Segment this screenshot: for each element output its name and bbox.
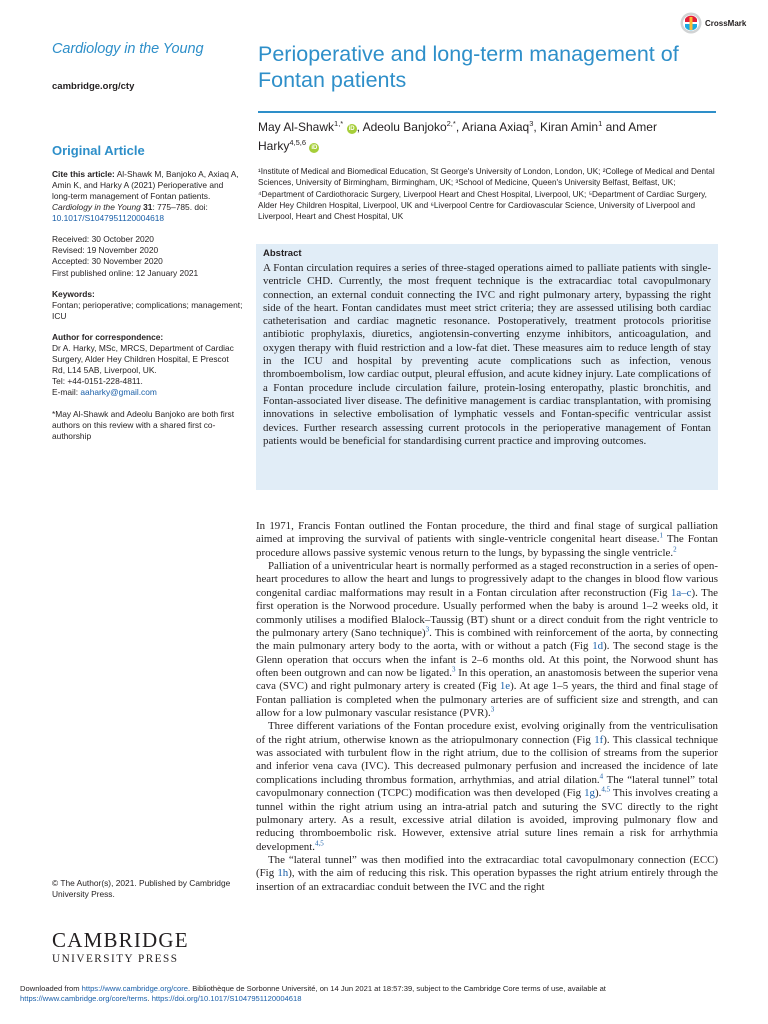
cambridge-logo bbox=[52, 930, 202, 967]
reference-link[interactable]: 3 bbox=[490, 705, 495, 714]
article-dates bbox=[52, 234, 244, 278]
figure-link[interactable]: 1f bbox=[594, 733, 604, 746]
figure-link[interactable]: 1e bbox=[499, 680, 511, 693]
correspondence-label: Author for correspondence: bbox=[52, 331, 164, 342]
correspondence-email bbox=[52, 387, 244, 398]
footer-line-1 bbox=[20, 984, 720, 994]
cite-text: Al-Shawk M, Banjoko A, Axiaq A, Amin K, and Harky A (2021) Perioperative and long-term management of Fontan patients. bbox=[52, 168, 239, 201]
keywords-label: Keywords: bbox=[52, 288, 95, 299]
correspondence-address: Dr A. Harky, MSc, MRCS, Department of Cardiac Surgery, Alder Hey Children Hospital, E Prescot Rd, L14 5AB, Liverpool, UK. bbox=[52, 343, 234, 376]
reference-link[interactable]: 1 bbox=[659, 531, 664, 540]
journal-name[interactable]: Cardiology in the Young bbox=[52, 41, 204, 57]
orcid-icon[interactable]: iD bbox=[311, 145, 318, 152]
footer-text: Downloaded from bbox=[20, 984, 82, 993]
author-name[interactable]: and Amer Harky bbox=[258, 120, 657, 154]
article-title: Perioperative and long-term management of Fontan patients bbox=[258, 42, 679, 92]
abstract-box bbox=[256, 244, 718, 490]
joint-authorship-note: *May Al-Shawk and Adeolu Banjoko are both first authors on this review with a shared first co-authorship bbox=[52, 408, 235, 441]
reference-link[interactable]: 4,5 bbox=[314, 839, 324, 847]
correspondence-block bbox=[52, 332, 244, 399]
author-name[interactable]: , Ariana Axiaq bbox=[455, 120, 530, 134]
body-text: . This is combined with reinforcement of the aorta, by connecting the main pulmonary artery body to the aorta, with or without a patch (Fig bbox=[256, 626, 719, 653]
footer-text: . bbox=[147, 994, 152, 1004]
correspondence-tel: Tel: +44-0151-228-4811. bbox=[52, 376, 143, 387]
author-affiliation-mark: 1 bbox=[598, 119, 603, 128]
footer-line-2 bbox=[20, 994, 720, 1004]
logo-line-2: UNIVERSITY PRESS bbox=[52, 953, 179, 965]
cite-label: Cite this article: bbox=[52, 168, 115, 179]
author-name[interactable]: May Al-Shawk bbox=[258, 120, 335, 134]
body-text: The “lateral tunnel” was then modified into the extracardiac total cavopulmonary connection (ECC) (Fig bbox=[256, 853, 718, 880]
author-affiliation-mark: 1,* bbox=[334, 119, 344, 128]
reference-link[interactable]: 4,5 bbox=[601, 785, 611, 794]
cite-pages: : 775–785. doi: bbox=[152, 202, 208, 213]
author-name[interactable]: , Kiran Amin bbox=[533, 120, 599, 134]
reference-link[interactable]: 3 bbox=[425, 625, 430, 634]
body-text: ). This classical technique was associated with turbulent flow in the right atrium, due to the collision of streams from the superior and inferior vena cava (IVC). This decreased pulmonary perfusion and increased the incidence of late complications including thrombus formation, arrhythmias, and atrial dilation. bbox=[256, 733, 718, 786]
article-type: Original Article bbox=[52, 142, 145, 158]
footer-text: . Bibliothèque de Sorbonne Université, on 14 Jun 2021 at 18:57:39, subject to the Cambridge Core terms of use, available at bbox=[188, 984, 606, 993]
author-affiliation-mark: 4,5,6 bbox=[289, 138, 307, 148]
body-text: ). The second stage is the Glenn operation that occurs when the infant is 2–6 months old. At this point, the Norwood shunt has often been outgrown and can now be ligated. bbox=[256, 640, 718, 679]
copyright-notice: © The Author(s), 2021. Published by Cambridge University Press. bbox=[52, 878, 231, 900]
figure-link[interactable]: 1g bbox=[584, 787, 595, 800]
author-affiliation-mark: 2,* bbox=[446, 119, 456, 128]
figure-link[interactable]: 1a–c bbox=[670, 586, 692, 599]
article-body bbox=[256, 520, 718, 894]
figure-link[interactable]: 1d bbox=[592, 640, 604, 653]
body-text: This involves creating a tunnel within the right atrium using an intra-atrial patch and suturing the SVC directly to the right pulmonary artery. As a result, excessive atrial dilation is avoided, improving pulmonary flow and reducing thromboembolic risk. However, extensive atrial suture lines remain a risk for arrhythmia development. bbox=[256, 787, 718, 853]
author-affiliation-mark: 3 bbox=[529, 119, 534, 128]
body-paragraph bbox=[256, 854, 718, 894]
body-text: The “lateral tunnel” total cavopulmonary connection (TCPC) modification was then developed (Fig bbox=[256, 773, 718, 800]
keywords-list: Fontan; perioperative; complications; management; ICU bbox=[52, 299, 243, 321]
body-paragraph bbox=[256, 720, 718, 854]
body-text: Three different variations of the Fontan procedure exist, evolving originally from the ventriculisation of the right atrium, otherwise known as the atriopulmonary connection (Fig bbox=[256, 720, 718, 746]
reference-link[interactable]: 4 bbox=[599, 772, 604, 781]
article-sidebar bbox=[52, 40, 244, 965]
reference-link[interactable]: 2 bbox=[673, 545, 677, 554]
body-text: ). At age 1–5 years, the third and final stage of Fontan palliation is completed when the pulmonary arteries are of sufficient size and strength, and can allow for a low pulmonary vascular resistance (PVR). bbox=[256, 680, 718, 720]
download-footer bbox=[20, 984, 720, 1005]
cite-doi-link[interactable]: 10.1017/S1047951120004618 bbox=[52, 213, 165, 224]
body-text: ), with the aim of reducing this risk. This operation bypasses the right atrium entirely through the insertion of an extracardiac conduit between the IVC and the right bbox=[256, 867, 718, 893]
published-date: First published online: 12 January 2021 bbox=[52, 267, 199, 278]
email-label: E-mail: bbox=[52, 387, 79, 398]
cite-journal: Cardiology in the Young bbox=[52, 202, 141, 213]
crossmark-label: CrossMark bbox=[705, 18, 747, 28]
body-text: In 1971, Francis Fontan outlined the Fontan procedure, the third and final stage of surgical palliation aimed at improving the survival of patients with single-ventricle congenital heart disease. bbox=[256, 520, 718, 546]
keywords-block bbox=[52, 289, 244, 322]
body-text: ). bbox=[594, 787, 602, 800]
figure-link[interactable]: 1h bbox=[277, 867, 289, 880]
body-text: In this operation, an anastomosis between the superior vena cava (SVC) and right pulmonary artery is created (Fig bbox=[256, 666, 719, 693]
logo-line-1: CAMBRIDGE bbox=[52, 928, 189, 952]
cite-volume: 31 bbox=[143, 202, 153, 213]
abstract-text: A Fontan circulation requires a series of three-staged operations aimed to palliate patients with single-ventricle CHD. Currently, the most frequent technique is the extracardiac total cavopulmonary connection, an external conduit connecting the IVC and right pulmonary artery, bypassing the right side of the heart. Fontan candidates must meet strict criteria; they are assessed utilising both cardiac catheterisation and cardiac magnetic resonance. Postoperatively, treatment protocols prioritise antibiotic prophylaxis, diuretics, angiotensin-converting enzyme inhibitors, anticoagulation, and oxygen therapy with fluid restriction and a low-fat diet. These measures aim to reduce length of stay in the ICU and hospital by preventing acute complications such as infection, venous thromboembolism, low cardiac output, pleural effusion, and acute kidney injury. Late complications of a Fontan procedure include circulation failure, protein-losing enteropathy, plastic bronchitis, and Fontan-associated liver disease. The definitive management is cardiac transplantation, with promising innovations in selective embolisation of lymphatic vessels and Fontan-specific ventricular assist devices. Further research assessing current protocols in the perioperative management of Fontan patients would be beneficial for standardising current practice and improving outcomes. bbox=[263, 262, 711, 447]
body-text: ). The first operation is the Norwood procedure. Usually performed when the baby is around 1–2 weeks old, it commonly utilises a modified Blalock–Taussig (BT) shunt or a direct conduit from the right ventricle to the pulmonary artery (Sano technique) bbox=[256, 586, 718, 639]
reference-link[interactable]: 3 bbox=[451, 665, 456, 674]
crossmark-badge[interactable] bbox=[680, 12, 746, 34]
body-paragraph bbox=[256, 560, 718, 720]
author-name[interactable]: , Adeolu Banjoko bbox=[356, 120, 447, 134]
accepted-date: Accepted: 30 November 2020 bbox=[52, 256, 163, 267]
email-link[interactable]: aaharky@gmail.com bbox=[80, 387, 157, 398]
cambridge-core-link[interactable]: https://www.cambridge.org/core bbox=[81, 984, 188, 993]
affiliations: ¹Institute of Medical and Biomedical Education, St George's University of London, London, UK; ²College of Medical and Dental Sciences, University of Birmingham, Birmingham, UK; ³School of Medicine, Queen's University Belfast, Belfast, UK; ⁴Department of Cardiothoracic Surgery, Liverpool Heart and Chest Hospital, Liverpool, UK; ⁵Department of Cardiac Surgery, Alder Hey Children Hospital, Liverpool, UK and ⁶Liverpool Centre for Cardiovascular Science, University of Liverpool and Liverpool, Heart and Chest Hospital, UK bbox=[258, 167, 715, 222]
title-rule bbox=[258, 111, 716, 113]
abstract-heading: Abstract bbox=[263, 248, 302, 259]
journal-url[interactable]: cambridge.org/cty bbox=[52, 81, 135, 93]
body-text: The Fontan procedure allows passive systemic venous return to the lungs, by bypassing the single ventricle. bbox=[256, 533, 718, 559]
citation-block bbox=[52, 169, 244, 224]
revised-date: Revised: 19 November 2020 bbox=[52, 245, 159, 256]
body-text: Palliation of a univentricular heart is normally performed as a staged reconstruction in a series of open-heart procedures to allow the heart and lungs to progressively adapt to the changes in blood flow various congenital cardiac malformations may result in a Fontan circulation after reconstruction (Fig bbox=[256, 560, 718, 599]
body-paragraph bbox=[256, 520, 718, 560]
orcid-icon[interactable]: iD bbox=[348, 126, 355, 132]
doi-link[interactable]: https://doi.org/10.1017/S1047951120004618 bbox=[151, 994, 302, 1004]
crossmark-icon bbox=[680, 12, 702, 34]
author-list bbox=[258, 118, 708, 156]
terms-link[interactable]: https://www.cambridge.org/core/terms bbox=[20, 994, 148, 1004]
received-date: Received: 30 October 2020 bbox=[52, 234, 154, 245]
